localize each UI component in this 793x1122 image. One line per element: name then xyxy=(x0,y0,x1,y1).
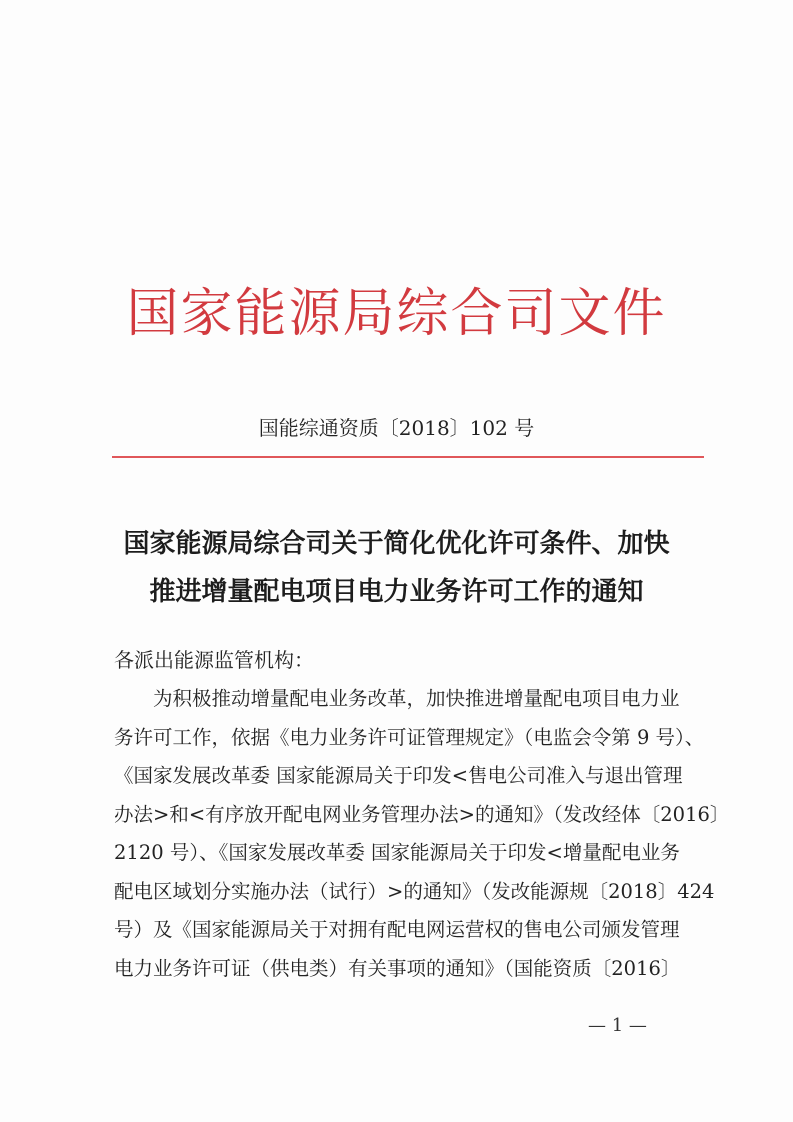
body-line: 《国家发展改革委 国家能源局关于印发<售电公司准入与退出管理 xyxy=(114,764,683,787)
body-line: 务许可工作，依据《电力业务许可证管理规定》（电监会令第 9 号）、 xyxy=(114,725,705,749)
red-divider-line xyxy=(112,456,704,458)
document-number: 国能综通资质〔2018〕102 号 xyxy=(258,416,535,440)
notice-title-line-1: 国家能源局综合司关于简化优化许可条件、加快 xyxy=(123,529,670,559)
body-line: 2120 号）、《国家发展改革委 国家能源局关于印发<增量配电业务 xyxy=(114,841,680,864)
body-line: 为积极推动增量配电业务改革，加快推进增量配电项目电力业 xyxy=(114,687,680,710)
notice-title-line-2: 推进增量配电项目电力业务许可工作的通知 xyxy=(149,577,644,607)
body-line: 号）及《国家能源局关于对拥有配电网运营权的售电公司颁发管理 xyxy=(114,918,680,941)
page-number: — 1 — xyxy=(588,1015,647,1036)
notice-title xyxy=(0,520,793,616)
body-line: 办法>和<有序放开配电网业务管理办法>的通知》（发改经体〔2016〕 xyxy=(114,802,730,826)
body-line: 电力业务许可证（供电类）有关事项的通知》（国能资质〔2016〕 xyxy=(114,956,681,980)
document-header-title: 国家能源局综合司文件 xyxy=(126,284,667,344)
body-line: 配电区域划分实施办法（试行）>的通知》（发改能源规〔2018〕424 xyxy=(114,879,715,903)
salutation: 各派出能源监管机构： xyxy=(114,648,314,672)
body-paragraph xyxy=(114,680,730,988)
